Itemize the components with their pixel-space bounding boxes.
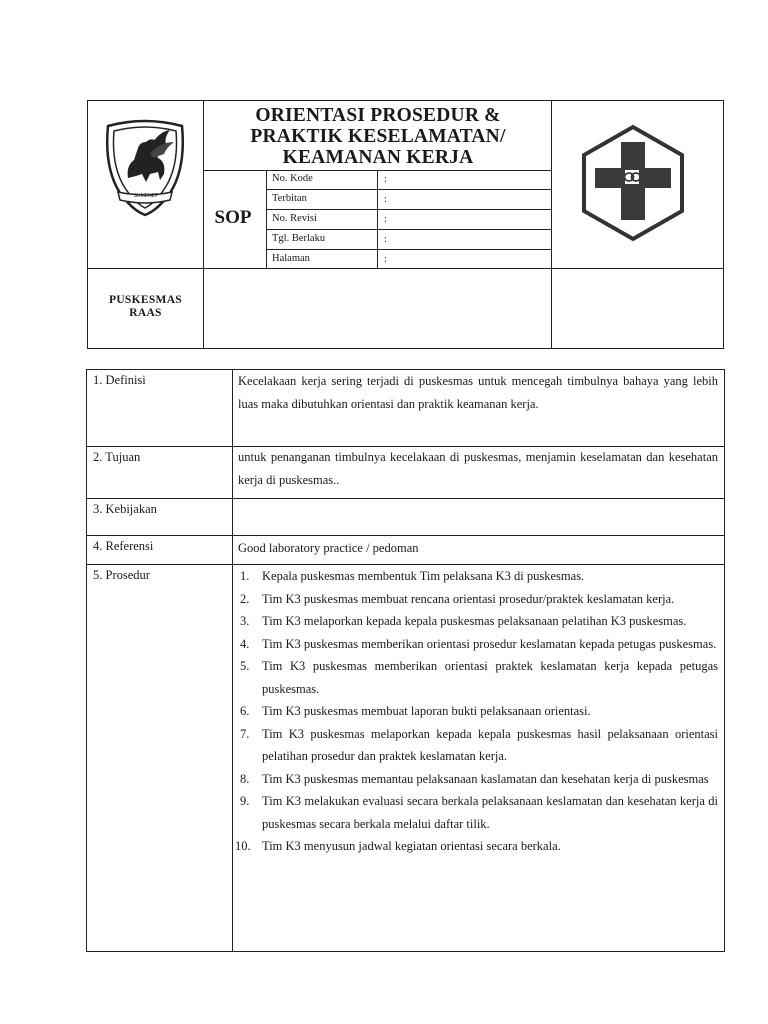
step-text: Tim K3 puskesmas memberikan orientasi prosedur keslamatan kepada petugas puskesmas.: [262, 636, 717, 651]
puskesmas-hexagon-cross-icon: [581, 124, 685, 242]
step-text: Kepala puskesmas membentuk Tim pelaksana K3 di puskesmas.: [262, 569, 585, 583]
info-label-terbitan: Terbitan: [272, 193, 307, 204]
organization-name: [88, 294, 203, 320]
logo-banner-text: SUMENEP: [133, 193, 159, 199]
procedure-step: [238, 790, 718, 835]
section-label-referensi: 4. Referensi: [93, 539, 154, 553]
procedure-step: [238, 700, 718, 723]
step-number: 10.: [235, 839, 251, 853]
procedure-step: [238, 633, 718, 656]
info-colon-halaman: :: [384, 254, 387, 265]
procedure-step: [238, 565, 718, 588]
step-text: Tim K3 puskesmas melaporkan kepada kepala puskesmas hasil pelaksanaan orientasi pelatihan prosedur dan praktek keslamatan kerja.: [262, 726, 718, 763]
section-text-referensi: Good laboratory practice / pedoman: [238, 541, 419, 555]
step-number: 2.: [240, 591, 250, 606]
info-colon-revisi: :: [384, 214, 387, 225]
step-number: 7.: [240, 726, 250, 741]
step-number: 3.: [240, 614, 250, 628]
sop-header-table: [87, 100, 724, 349]
step-number: 8.: [240, 771, 250, 786]
info-label-revisi: No. Revisi: [272, 213, 317, 224]
procedure-list: [235, 565, 718, 858]
sop-body-table: [86, 369, 725, 952]
step-text: Tim K3 puskesmas memberikan orientasi praktek keslamatan kerja kepada petugas puskesmas.: [262, 659, 718, 696]
procedure-step: [238, 588, 718, 611]
info-colon-kode: :: [384, 174, 387, 185]
title-line-2: PRAKTIK KESELAMATAN/: [250, 126, 506, 147]
step-text: Tim K3 melakukan evaluasi secara berkala pelaksanaan keslamatan dan kesehatan kerja di puskesmas secara berkala melalui daftar tilik.: [262, 794, 718, 831]
step-number: 4.: [240, 636, 250, 651]
section-label-tujuan: 2. Tujuan: [93, 450, 141, 464]
org-name-line-1: PUSKESMAS: [109, 294, 182, 306]
title-line-3: KEAMANAN KERJA: [282, 147, 474, 168]
sop-label: SOP: [214, 207, 252, 228]
procedure-step: [238, 610, 718, 633]
document-title: [205, 105, 551, 168]
procedure-step: [238, 768, 718, 791]
info-colon-berlaku: :: [384, 234, 387, 245]
step-text: Tim K3 menyusun jadwal kegiatan orientasi secara berkala.: [262, 839, 561, 853]
info-label-berlaku: Tgl. Berlaku: [272, 233, 326, 244]
procedure-step: [238, 723, 718, 768]
step-number: 6.: [240, 704, 250, 718]
section-label-definisi: 1. Definisi: [93, 373, 146, 387]
section-label-prosedur: 5. Prosedur: [93, 568, 150, 582]
step-number: 1.: [240, 569, 250, 583]
step-number: 5.: [240, 659, 250, 673]
info-label-kode: No. Kode: [272, 173, 313, 184]
regency-crest-pegasus-icon: [100, 118, 190, 218]
info-colon-terbitan: :: [384, 194, 387, 205]
step-number: 9.: [240, 794, 250, 808]
org-name-line-2: RAAS: [129, 307, 162, 319]
section-label-kebijakan: 3. Kebijakan: [93, 502, 157, 516]
step-text: Tim K3 puskesmas membuat laporan bukti pelaksanaan orientasi.: [262, 704, 591, 718]
info-label-halaman: Halaman: [272, 253, 310, 264]
step-text: Tim K3 melaporkan kepada kepala puskesmas pelaksanaan pelatihan K3 puskesmas.: [262, 614, 687, 628]
section-text-definisi: Kecelakaan kerja sering terjadi di puskesmas untuk mencegah timbulnya bahaya yang lebih luas maka dibutuhkan orientasi dan praktik keamanan kerja.: [238, 374, 718, 411]
step-text: Tim K3 puskesmas memantau pelaksanaan kaslamatan dan kesehatan kerja di puskesmas: [262, 771, 709, 786]
step-text: Tim K3 puskesmas membuat rencana orientasi prosedur/praktek keslamatan kerja.: [262, 591, 675, 606]
section-text-tujuan: untuk penanganan timbulnya kecelakaan di puskesmas, menjamin keselamatan dan kesehatan kerja di puskesmas..: [238, 450, 718, 487]
procedure-step: [235, 835, 718, 858]
title-line-1: ORIENTASI PROSEDUR &: [255, 105, 501, 126]
procedure-step: [238, 655, 718, 700]
